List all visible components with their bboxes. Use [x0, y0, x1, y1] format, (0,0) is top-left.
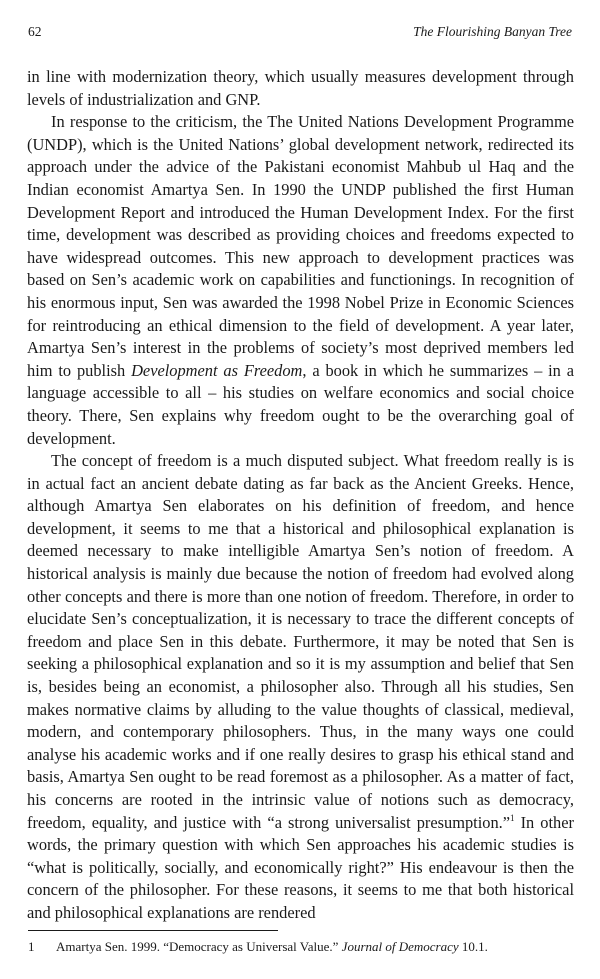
footnote-number: 1 — [28, 939, 35, 954]
paragraph-1: in line with modernization theory, which usually measures development through levels of industrialization and GNP. — [27, 67, 574, 109]
book-title-development-as-freedom: Development as Freedom — [131, 360, 303, 380]
paragraph-3 — [27, 450, 574, 924]
footnote-reference[interactable]: 1 — [510, 812, 515, 823]
footnote-journal: Journal of Democracy — [341, 939, 459, 954]
paragraph-2-part-b: , a book in which he summarizes – in a language accessible to all – his studies on welfare economics and social choice theory. There, Sen explains why freedom ought to be the overarching goal of development. — [27, 360, 574, 448]
paragraph-2 — [27, 111, 574, 450]
page-number: 62 — [28, 24, 42, 39]
footnote — [28, 938, 578, 956]
paragraph-3-part-a: The concept of freedom is a much disputed subject. What freedom really is is in actual fact an ancient debate dating as far back as the Ancient Greeks. Hence, although Amartya Sen elaborates on his definition of freedom, and hence development, it seems to me that a historical and philosophical explanation is deemed necessary to make intelligible Amartya Sen’s notion of freedom. A historical analysis is mainly due because the notion of freedom had evolved along other concepts and there is more than one notion of freedom. Therefore, in order to elucidate Sen’s conceptualization, it is necessary to trace the different concepts of freedom and place Sen in this debate. Furthermore, it may be noted that Sen is seeking a philosophical explanation and so it is my assumption and belief that Sen is, besides being an economist, a philosopher also. Through all his studies, Sen makes normative claims by alluding to the value thoughts of classical, medieval, modern, and contemporary philosophers. Thus, in the many ways one could analyse his academic works and if one really desires to grasp his ethical stand and basis, Amartya Sen ought to be read foremost as a philosopher. As a matter of fact, his concerns are rooted in the intrinsic value of notions such as democracy, freedom, equality, and justice with “a strong universalist presumption.” — [27, 451, 574, 832]
book-title: The Flourishing Banyan Tree — [413, 24, 572, 39]
footnote-citation: Amartya Sen. 1999. “Democracy as Universal Value.” — [56, 939, 342, 954]
footnote-volume: 10.1. — [458, 939, 488, 954]
paragraph-2-part-a: In response to the criticism, the The United Nations Development Programme (UNDP), which is the United Nations’ global development network, redirected its approach under the advice of the Pakistani economist Mahbub ul Haq and the Indian economist Amartya Sen. In 1990 the UNDP published the first Human Development Report and introduced the Human Development Index. For the first time, development was described as providing choices and freedoms expected to have widespread outcomes. This new approach to development practices was based on Sen’s academic work on capabilities and functionings. In recognition of his enormous input, Sen was awarded the 1998 Nobel Prize in Economic Sciences for reintroducing an ethical dimension to the field of development. A year later, Amartya Sen’s interest in the problems of society’s most deprived members led him to publish — [27, 112, 574, 380]
body-text — [27, 66, 574, 925]
paragraph-3-part-b: In other words, the primary question with which Sen approaches his academic studies is “what is politically, socially, and economically right?” His endeavour is then the concern of the philosopher. For these reasons, it seems to me that both historical and philosophical explanations are rendered — [27, 812, 574, 922]
running-header — [28, 24, 572, 40]
footnote-divider — [28, 930, 278, 931]
footnote-text — [56, 938, 488, 956]
